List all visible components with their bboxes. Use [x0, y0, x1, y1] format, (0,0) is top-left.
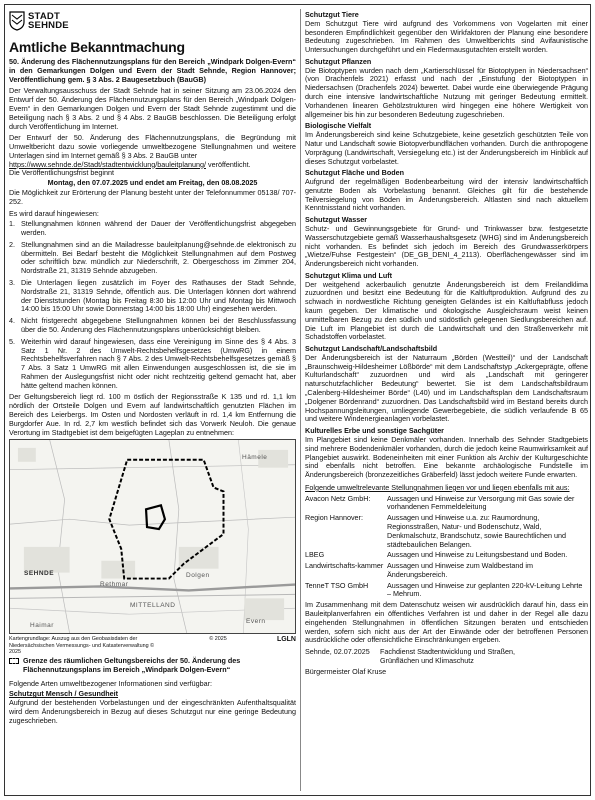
env-section — [305, 216, 588, 269]
section-text: Aufgrund der regelmäßigen Bodenbearbeitung wird der intensiv landwirtschaftlich genutzte Boden als Vorbelastung benannt. Gleiches gilt für die bestehende Teilversiegelung von Böden im Änderungsbereich. Altlasten sind nach aktuellem Kenntnisstand nicht vorhanden. — [305, 177, 588, 213]
announcement-page — [4, 4, 591, 796]
legend-text: Grenze des räumlichen Geltungsbereichs der 50. Änderung des Flächennutzungsplans im Bereich „Windpark Dolgen-Evern“ — [23, 655, 241, 674]
section-text: Schutz- und Gewinnungsgebiete für Grund- und Trinkwasser bzw. festgesetzte Wasserschutzgebiete gemäß Wasserhaushaltsgesetz (WHG) sind im Änderungsbereich nicht vorhanden. Es befindet sich jedoch im Bereich des Grundwasserkörpers „Wietze/Fuhse Festgestein“ (DE_GB_DENI_4_2113). Oberflächengewässer sind im Änderungsbereich nicht vorhanden. — [305, 223, 588, 269]
env-section — [305, 58, 588, 119]
notice-intro: Es wird darauf hingewiesen: — [9, 208, 99, 218]
list-item: Landwirtschafts-kammer Aussagen und Hinweise zum Waldbestand im Änderungsbereich. — [305, 561, 533, 579]
list-item: LBEG Aussagen und Hinweise zu Leitungsbestand und Boden. — [305, 550, 568, 560]
section-text: Die Biotoptypen wurden nach dem „Kartierschlüssel für Biotoptypen in Niedersachsen“ (von Drachenfels 2021) erfasst und nach der „Einstufung der Biotoptypen in Niedersachsen (Drachenfels 2024) bewertet. Dabei wurde eine überwiegende Prägung durch eine intensive landwirtschaftliche Nutzung mit geringer Bedeutung ermittelt. Vorhandenen linearen Gehölzstrukturen wird hingegen eine höhere Wertigkeit von allgemeiner bis hin zur besonderen Bedeutung zugeschrieben. — [305, 65, 588, 119]
plan-url-link[interactable]: https://www.sehnde.de/Stadt/stadtentwicklung/bauleitplanung/ — [9, 159, 206, 169]
page-subtitle: 50. Änderung des Flächennutzungsplans für den Bereich „Windpark Dolgen-Evern“ in den Gemarkungen Dolgen und Evern der Stadt Sehnde, Region Hannover; Veröffentlichung gem. § 3 Abs. 2 Baugesetzbuch (BauGB) — [9, 57, 296, 84]
section-text: Der Änderungsbereich ist der Naturraum „Börden (Westteil)“ und der Landschaft „Braunschweig-Hildesheimer Lößbörde“ mit dem Landschaftstyp „Ackergeprägte, offene Kulturlandschaft“ zuzuordnen und wird als „Landschaft mit geringerer naturschutzfachlicher Bedeutung“ bewertet. Sie ist dem Landschaftsbildraum „Calenberg-Hildesheimer Börde“ (L40) und im Landschaftsplan dem Landschaftsraum „Dolgener Bördenrand“ zuzuordnen. Das Landschaftsbild wird im Bestand bereits durch Hochspannungsleitungen, umliegende Gewerbegebiete, die südlich verlaufende B 65 und weitere Windenergieanlagen vorbelastet. — [305, 352, 588, 424]
list-item: 5. Weiterhin wird darauf hingewiesen, dass eine Vereinigung im Sinne des § 4 Abs. 3 Satz 1 Nr. 2 des Umwelt-Rechtsbehelfsgesetzes (UmwRG) in einem Rechtsbehelfsverfahren nach § 7 Abs. 2 des Umwelt-Rechtsbehelfsgesetzes gemäß § 7 Abs. 3 Satz 1 UmwRG mit allen Einwendungen ausgeschlossen ist, die sie im Rahmen der Auslegungsfrist nicht oder nicht rechtzeitig geltend gemacht hat, aber hätte geltend machen können. — [9, 336, 296, 390]
intro-paragraph-2: Der Entwurf der 50. Änderung des Flächennutzungsplans, die Begründung mit Umweltbericht dazu sowie vorliegende umweltbezogene Stellungnahmen und weitere Unterlagen sind im Internet gemäß § 3 Abs. 2 BauGB unter — [9, 133, 296, 160]
section-heading: Schutzgut Mensch / Gesundheit — [9, 689, 119, 699]
url-suffix: veröffentlicht. — [206, 159, 251, 169]
agencies-list — [305, 495, 588, 600]
map-legend — [9, 657, 296, 675]
logo-text — [28, 12, 69, 30]
signature-block — [305, 648, 588, 676]
section-heading: Schutzgut Landschaft/Landschaftsbild — [305, 344, 438, 354]
comment-info: Die Möglichkeit zur Erörterung der Planung besteht unter der Telefonnummer 05138/ 707-252. — [9, 188, 296, 206]
place-date: Sehnde, 02.07.2025 — [305, 647, 370, 657]
publication-start: Die Veröffentlichungsfrist beginnt — [9, 168, 114, 178]
env-section — [305, 272, 588, 342]
city-logo — [9, 9, 296, 33]
section-heading: Biologische Vielfalt — [305, 121, 372, 131]
page-title: Amtliche Bekanntmachung — [9, 39, 185, 55]
env-section — [305, 11, 588, 55]
section-heading: Schutzgut Fläche und Boden — [305, 168, 405, 178]
map-credit — [9, 636, 296, 655]
logo-line-1: STADT — [28, 10, 60, 22]
section-heading: Schutzgut Tiere — [305, 10, 359, 19]
section-text: Aufgrund der bestehenden Vorbelastungen und der eingeschränkten Aufenthaltsqualität wird dem Änderungsbereich in Bezug auf dieses Schutzgut nur eine geringe Bedeutung zugeschrieben. — [9, 698, 296, 725]
list-item: 4. Nicht fristgerecht abgegebene Stellungnahmen können bei der Beschlussfassung über die 50. Änderung des Flächennutzungsplans unberücksichtigt bleiben. — [9, 316, 296, 334]
logo-line-2: SEHNDE — [28, 20, 69, 31]
agencies-intro: Folgende umweltrelevante Stellungnahmen liegen vor und liegen ebenfalls mit aus: — [305, 482, 570, 492]
section-text: Der weitgehend ackerbaulich genutzte Änderungsbereich ist dem Freilandklima zuzuordnen und besitzt eine Bedeutung für die Kaltluftproduktion. Aufgrund des zu schwach in nordwestliche Richtung geneigten Geländes ist ein Kaltluftabfluss jedoch kaum gegeben. Der klimatische und ökologische Ausgleichsraum weist keinen unmittelbaren Bezug zu den südlich und südöstlich gelegenen Siedlungsbereichen auf. Die Luft im Plangebiet ist durch die Landwirtschaft und den Straßenverkehr mit Schadstoffen vorbelastet. — [305, 279, 588, 342]
env-section — [305, 427, 588, 480]
env-section — [305, 169, 588, 213]
map-credit-year: © 2025 — [209, 636, 227, 643]
section-heading: Kulturelles Erbe und sonstige Sachgüter — [305, 426, 444, 436]
column-divider — [300, 9, 301, 791]
env-section — [305, 345, 588, 424]
publication-period: Montag, den 07.07.2025 und endet am Freitag, den 08.08.2025 — [47, 178, 258, 188]
section-text: Im Änderungsbereich sind keine Schutzgebiete, keine gesetzlich geschützten Teile von Natur und Landschaft sowie Biotopverbundflächen vorhanden. Durch die anthropogene Vorprägung (Landwirtschaft, Versiegelung etc.) ist der Änderungsbereich im Hinblick auf dieses Schutzgut vorbelastet. — [305, 130, 588, 166]
department-line-1: Fachdienst Stadtentwicklung und Straßen, — [380, 647, 516, 657]
section-text: Im Plangebiet sind keine Denkmäler vorhanden. Innerhalb des Sehnder Stadtgebiets sind mehrere Bodendenkmäler vorhanden, durch die jedoch keine Raumwirksamkeit auf Plangebiet auswirkt. Bodeneinheiten mit einer Funktion als Archiv der Kulturgeschichte sind ebenfalls nicht betroffen. Eine bekannte archäologische Fundstelle im Änderungsbereich (bronzezeitliches Gräberfeld) lässt jedoch weitere Funde erwarten. — [305, 434, 588, 480]
env-section — [305, 122, 588, 166]
mayor-name: Bürgermeister Olaf Kruse — [305, 666, 387, 676]
location-map — [9, 439, 296, 634]
department-line-2: Grünflächen und Klimaschutz — [380, 655, 474, 665]
map-credit-text: Kartengrundlage: Auszug aus den Geobasisdaten der Niedersächsischen Vermessungs- und Katasterverwaltung © 2025 — [9, 636, 155, 655]
list-item: 2. Stellungnahmen sind an die Mailadresse bauleitplanung@sehnde.de elektronisch zu übermitteln. Bei Bedarf besteht die Möglichkeit Stellungnahmen auf dem Postweg oder schriftlich bzw. mündlich zur Niederschrift, 2. Obergeschoss im Zimmer 204, Nordstraße 21, 31319 Sehnde abzugeben. — [9, 239, 296, 276]
lgln-logo: LGLN — [276, 636, 296, 644]
section-text: Dem Schutzgut Tiere wird aufgrund des Vorkommens von Vogelarten mit einer besonderen Empfindlichkeit gegenüber den Wirkfaktoren der Planung eine besondere Bedeutung zugeschrieben. Im Rahmen des Umweltberichts sind Avifaunistische Untersuchungen durchgeführt und ein Fledermausgutachten erstellt worden. — [305, 18, 588, 55]
env-intro: Folgende Arten umweltbezogener Informationen sind verfügbar: — [9, 678, 212, 688]
signature-row — [305, 657, 588, 666]
boundary-swatch-icon — [9, 658, 19, 664]
section-heading: Schutzgut Pflanzen — [305, 56, 372, 66]
notes-list — [9, 220, 296, 390]
map-label: Dolgen — [186, 572, 210, 580]
right-column — [305, 10, 588, 794]
map-label: SEHNDE — [24, 570, 55, 578]
section-heading: Schutzgut Klima und Luft — [305, 270, 393, 280]
list-item: Region Hannover: Aussagen und Hinweise u.a. zu: Raumordnung, Regionsstraßen, Natur- und Bodenschutz, Wald, Denkmalschutz, Brandschutz, sowie Baurechtlichen und städtebaulichen Belangen. — [305, 513, 566, 549]
map-label: Haimar — [30, 622, 54, 630]
location-text: Der Geltungsbereich liegt rd. 100 m östlich der Regionsstraße K 135 und rd. 1,1 km nördlich der Ortsteile Dolgen und Evern auf landwirtschaftlich genutzten Flächen im Bereich des Leierbergs. Im Osten und Nordosten verläuft in rd. 1,4 km Entfernung die Burgdorfer Aue. In rd. 2,7 km westlich befindet sich das Vorwerk Neuloh. Die genaue Verortung im Stadtgebiet ist dem beigefügten Lageplan zu entnehmen: — [9, 392, 296, 437]
section-heading: Schutzgut Wasser — [305, 215, 368, 225]
map-label: Hämele — [242, 454, 268, 462]
map-label: MITTELLAND — [130, 602, 176, 610]
left-column — [9, 9, 296, 793]
intro-paragraph-1: Der Verwaltungsausschuss der Stadt Sehnde hat in seiner Sitzung am 23.06.2024 den Entwurf der 50. Änderung des Flächennutzungsplans für den Bereich „Windpark Dolgen-Evern“ in den Gemarkungen Dolgen und Evern der Stadt Sehnde zugestimmt und die Beteiligung nach § 3 Abs. 2 und § 4 Abs. 2 BauGB beschlossen. Die Beteiligung erfolgt durch Veröffentlichung im Internet. — [9, 86, 296, 131]
list-item: Avacon Netz GmbH: Aussagen und Hinweise zur Versorgung mit Gas sowie der vorhandenen Fernmeldeleitung — [305, 493, 575, 512]
closing-paragraph: Im Zusammenhang mit dem Datenschutz weisen wir ausdrücklich darauf hin, dass ein Bauleitplanverfahren ein öffentliches Verfahren ist und daher in der Regel alle dazu eingehenden Stellungnahmen in öffentlichen Sitzungen beraten und entschieden werden, sofern sich nicht aus der Art der Einwände oder der betroffenen Personen ausdrückliche oder offensichtliche Einschränkungen ergeben. — [305, 600, 588, 645]
map-label: Rethmar — [100, 581, 129, 589]
list-item: 3. Die Unterlagen liegen zusätzlich im Foyer des Rathauses der Stadt Sehnde, Nordstraße 21, 31319 Sehnde, öffentlich aus. Die Unterlagen können dort während der Dienststunden (Montag bis Freitag 8:30 bis 12:00 Uhr und Montag bis Mittwoch 14:00 bis 15:00 Uhr sowie Donnerstag 14:00 bis 18:00 Uhr) eingesehen werden. — [9, 278, 296, 314]
city-crest-icon — [9, 11, 25, 31]
list-item: TenneT TSO GmbH Aussagen und Hinweise zur geplanten 220-kV-Leitung Lehrte – Mehrum. — [305, 580, 583, 599]
list-item: 1. Stellungnahmen können während der Dauer der Veröffentlichungsfrist abgegeben werden. — [9, 219, 296, 238]
env-section-left — [9, 690, 296, 725]
map-label: Evern — [246, 618, 266, 626]
